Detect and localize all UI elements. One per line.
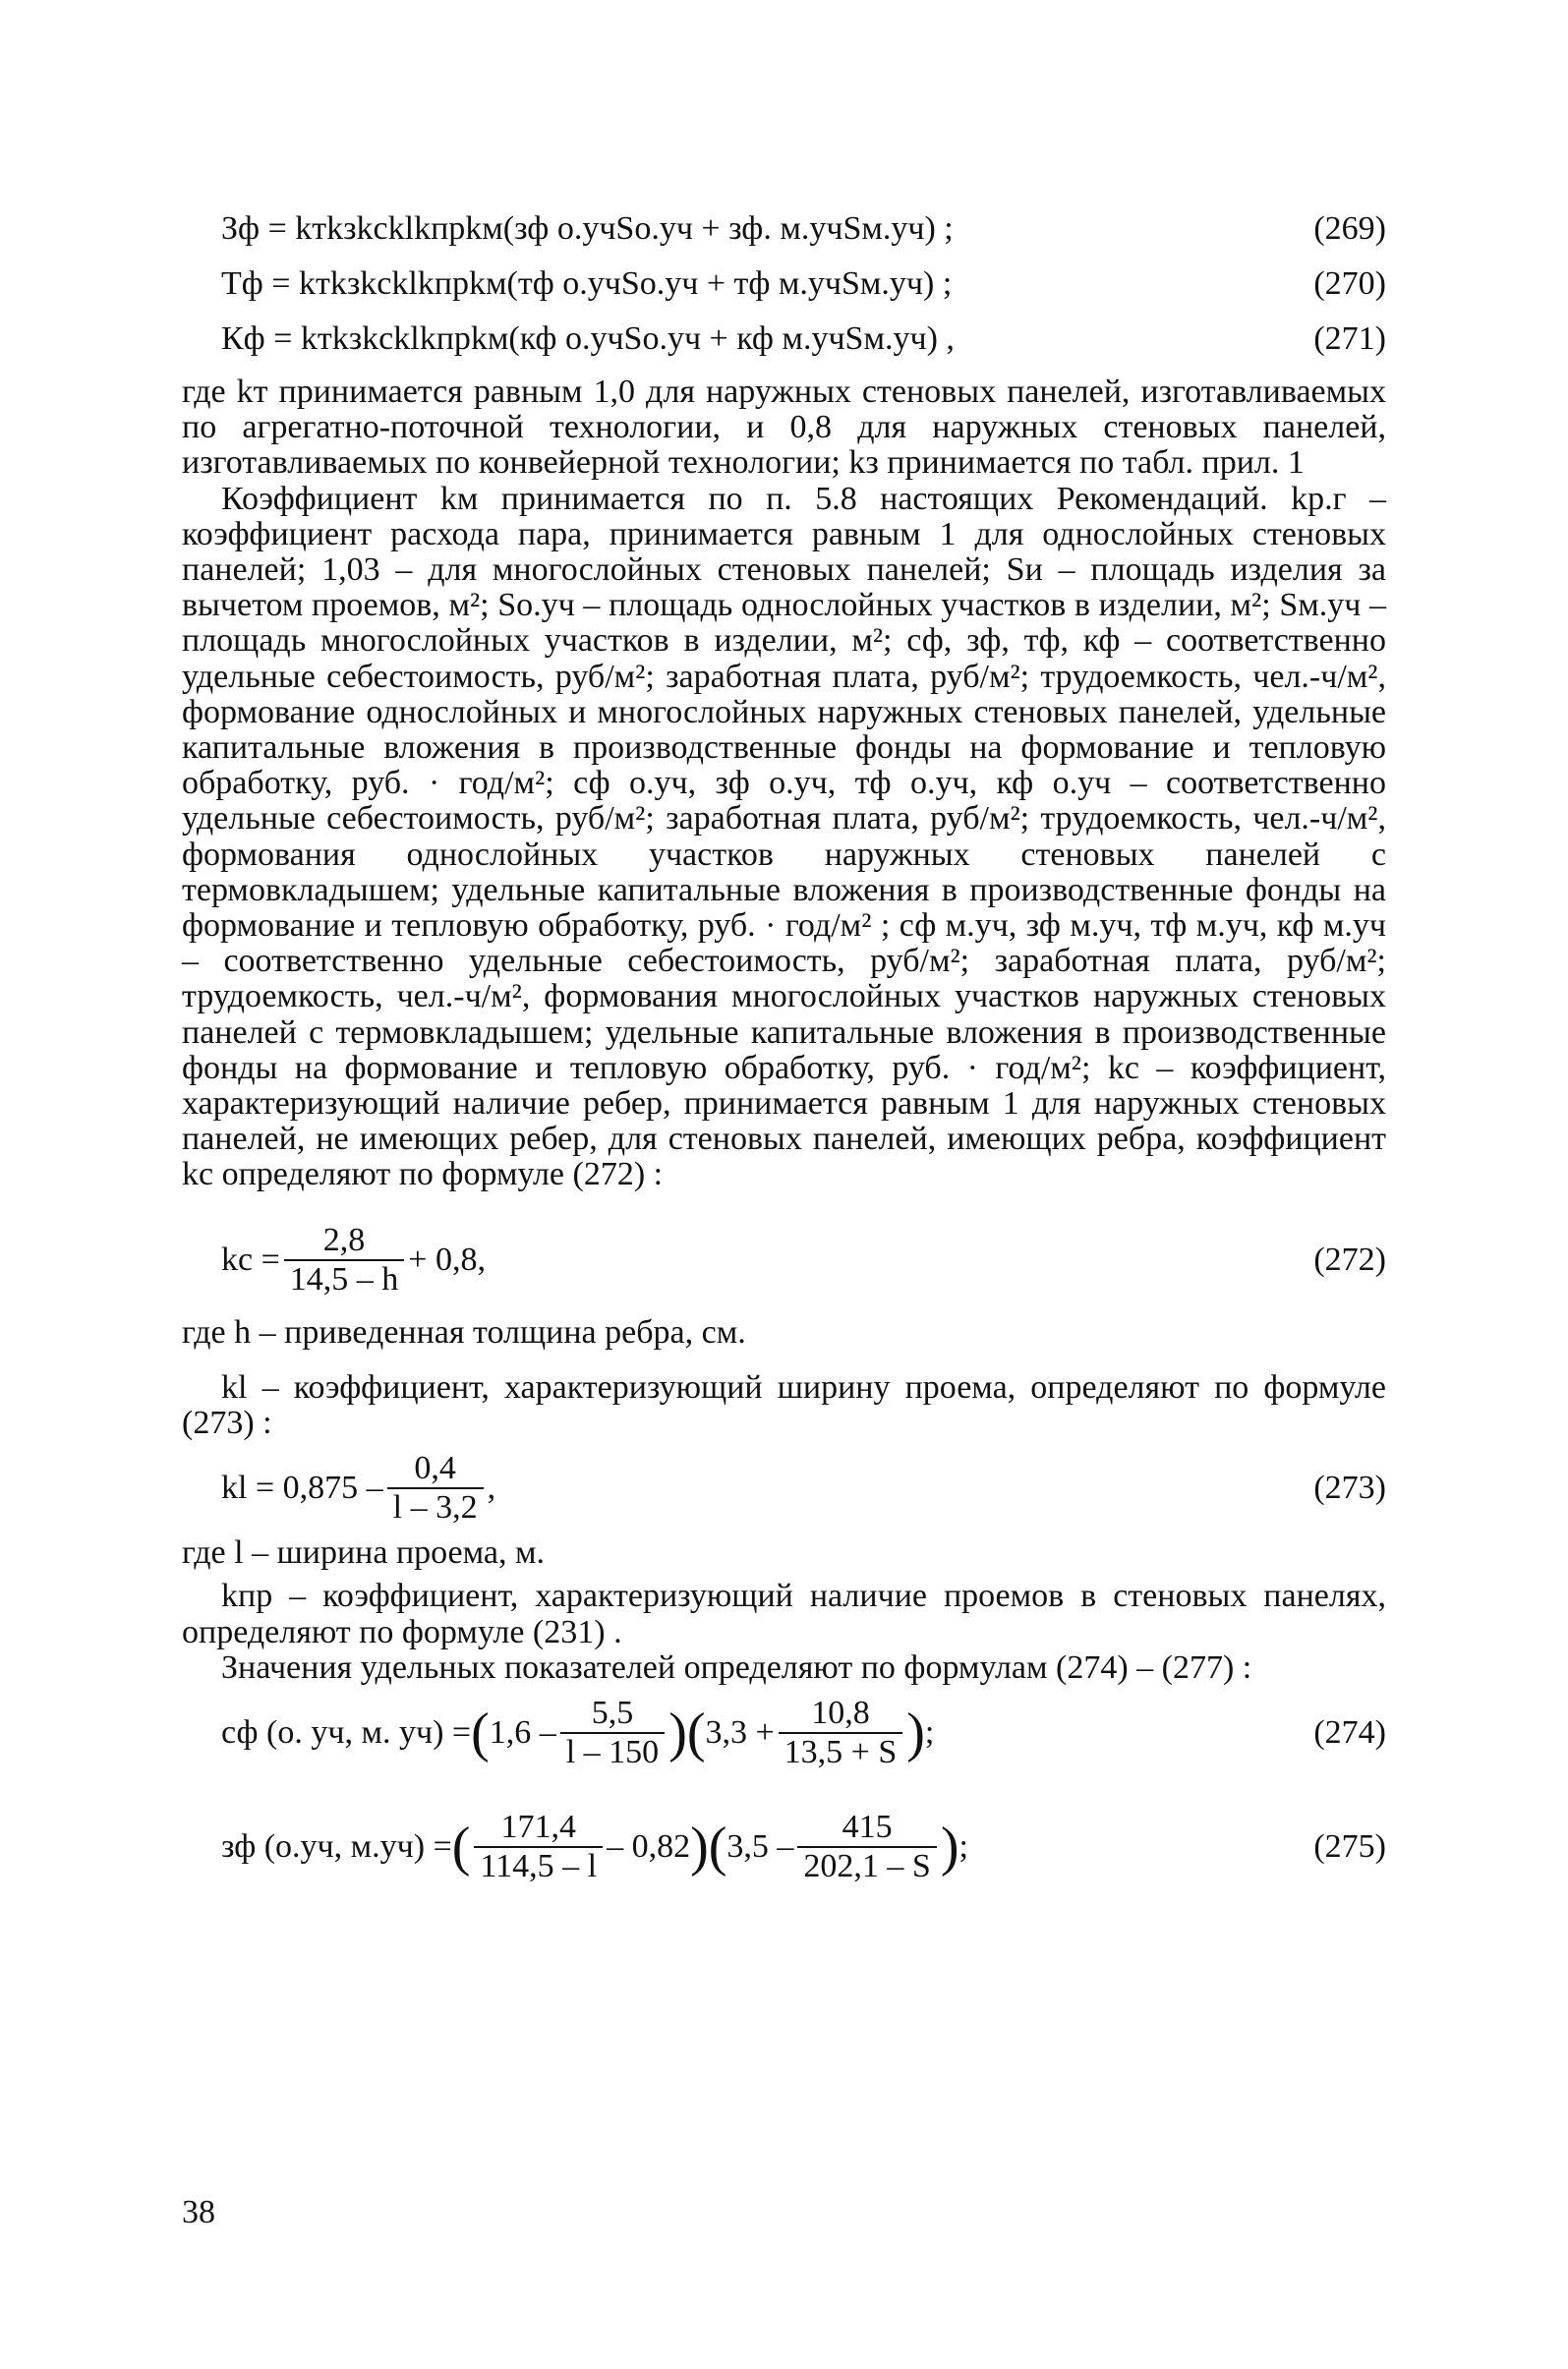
paragraph-coefficients-definitions: Коэффициент kм принимается по п. 5.8 настоящих Рекомендаций. kр.г – коэффициент расхода пара, принимается равным 1 для однослойных стеновых панелей; 1,03 – для многослойных стеновых панелей; Sи – площадь изделия за вычетом проемов, м²; Sо.уч – площадь однослойных участков в изделии, м²; Sм.уч – площадь многослойных участков в изделии, м²; сф, зф, тф, кф – соответственно удельные себестоимость, руб/м²; заработная плата, руб/м²; трудоемкость, чел.-ч/м², формование однослойных и многослойных наружных стеновых панелей, удельные капитальные вложения в производственные фонды на формование и тепловую обработку, руб. · год/м²; сф о.уч, зф о.уч, тф о.уч, кф о.уч – соответственно удельные себестоимость, руб/м²; заработная плата, руб/м²; трудоемкость, чел.-ч/м², формования однослойных участков наружных стеновых панелей с термовкладышем; удельные капитальные вложения в производственные фонды на формование и тепловую обработку, руб. · год/м² ; сф м.уч, зф м.уч, тф м.уч, кф м.уч – соответственно удельные себестоимость, руб/м²; заработная плата, руб/м²; трудоемкость, чел.-ч/м², формования многослойных участков наружных стеновых панелей с термовкладышем; удельные капитальные вложения в производственные фонды на формование и тепловую обработку, руб. · год/м²; kс – коэффициент, характеризующий наличие ребер, принимается равным 1 для наружных стеновых панелей, не имеющих ребер, для стеновых панелей, имеющих ребра, коэффициент kс определяют по формуле (272) : <box>182 480 1386 1193</box>
paragraph-h-definition: где h – приведенная толщина ребра, см. <box>182 1313 746 1351</box>
formula-275-a: – 0,82 <box>607 1828 691 1866</box>
equation-274 <box>182 1686 1386 1780</box>
equation-number-274: (274) <box>1313 1714 1386 1752</box>
formula-272-lhs: kс = <box>221 1241 280 1278</box>
formula-272 <box>221 1213 486 1307</box>
formula-270: Тф = kтkзkсklkпрkм(тф о.учSо.уч + тф м.учSм.уч) ; <box>221 265 953 302</box>
equation-number-272: (272) <box>1313 1241 1386 1278</box>
paragraph-values-intro: Значения удельных показателей определяют по формулам (274) – (277) : <box>221 1648 1252 1686</box>
formula-274-a: 1,6 – <box>489 1714 556 1752</box>
fraction-275-second-denominator: 202,1 – S <box>797 1846 936 1885</box>
formula-274-end: ; <box>924 1714 935 1752</box>
equation-273 <box>182 1441 1386 1535</box>
equation-number-270: (270) <box>1313 265 1386 302</box>
equation-271 <box>182 312 1386 367</box>
fraction-274-second <box>779 1695 903 1771</box>
formula-274-b: 3,3 + <box>705 1714 775 1752</box>
formula-274-lhs: сф (о. уч, м. уч) = <box>221 1714 472 1752</box>
fraction-275-first-denominator: 114,5 – l <box>474 1846 603 1885</box>
fraction-275-second-numerator: 415 <box>842 1809 893 1846</box>
fraction-273 <box>387 1450 484 1527</box>
fraction-275-first <box>474 1809 603 1885</box>
formula-269: Зф = kтkзkсklkпрkм(зф о.учSо.уч + зф. м.учSм.уч) ; <box>221 210 954 247</box>
paragraph-kl-definition: kl – коэффициент, характеризующий ширину проема, определяют по формуле (273) : <box>182 1368 1386 1442</box>
fraction-273-numerator: 0,4 <box>414 1450 456 1487</box>
fraction-274-first-denominator: l – 150 <box>560 1732 665 1771</box>
formula-272-rest: + 0,8, <box>408 1241 486 1278</box>
page-body <box>182 202 1386 1894</box>
equation-number-273: (273) <box>1313 1470 1386 1507</box>
fraction-275-first-numerator: 171,4 <box>500 1809 577 1846</box>
equation-272 <box>182 1213 1386 1307</box>
fraction-274-first <box>560 1695 665 1771</box>
formula-275-end: ; <box>958 1828 968 1866</box>
formula-274: сф (о. уч, м. уч) = ( 1,6 – $\frac{5,5}{l - 150}$ )( 3,3 + $\frac{10,8}{13,5 + S}$ ) ; <box>221 1695 935 1771</box>
formula-273-rest: , <box>487 1470 496 1507</box>
paragraph-kt-definition: где kт принимается равным 1,0 для наружных стеновых панелей, изготавливаемых по агрегатно-поточной технологии, и 0,8 для наружных стеновых панелей, изготавливаемых по конвейерной технологии; kз принимается по табл. прил. 1 <box>182 374 1386 482</box>
fraction-275-second <box>797 1809 936 1885</box>
fraction-274-second-denominator: 13,5 + S <box>779 1732 903 1771</box>
page-number: 38 <box>182 2194 215 2230</box>
fraction-273-denominator: l – 3,2 <box>387 1487 484 1527</box>
equation-270 <box>182 257 1386 312</box>
fraction-272 <box>284 1222 405 1299</box>
fraction-272-denominator: 14,5 – h <box>284 1259 405 1299</box>
formula-275-b: 3,5 – <box>726 1828 794 1866</box>
formula-275: зф (о.уч, м.уч) = ( $\frac{171,4}{114,5 - l}$ – 0,82 )( 3,5 – $\frac{415}{202,1 - S}$ ) ; <box>221 1809 968 1885</box>
fraction-272-numerator: 2,8 <box>322 1221 366 1258</box>
fraction-274-second-numerator: 10,8 <box>811 1695 870 1732</box>
formula-273-lhs: kl = 0,875 – <box>221 1470 383 1507</box>
formula-271: Кф = kтkзkсklkпрkм(кф о.учSо.уч + кф м.учSм.уч) , <box>221 320 955 357</box>
fraction-274-first-numerator: 5,5 <box>591 1695 634 1732</box>
equation-269 <box>182 202 1386 257</box>
equation-number-271: (271) <box>1313 320 1386 357</box>
equation-number-269: (269) <box>1313 210 1386 247</box>
paragraph-kpr-definition: kпр – коэффициент, характеризующий наличие проемов в стеновых панелях, определяют по формуле (231) . <box>182 1578 1386 1650</box>
formula-273 <box>221 1441 495 1535</box>
paragraph-l-definition: где l – ширина проема, м. <box>182 1534 546 1572</box>
equation-number-275: (275) <box>1313 1828 1386 1866</box>
formula-275-lhs: зф (о.уч, м.уч) = <box>221 1828 452 1866</box>
equation-275 <box>182 1800 1386 1894</box>
